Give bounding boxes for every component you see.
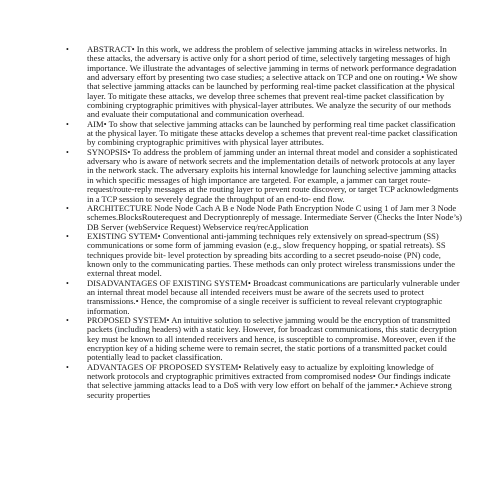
bullet-icon: •: [66, 362, 69, 372]
item-text: AIM• To show that selective jamming attacks can be launched by performing real time packet classification at the physical layer. To mitigate these attacks develop a schemes that prevent real-time packet classification by combining cryptographic primitives with physical layer attributes.: [87, 118, 458, 148]
list-item-advantages: [66, 361, 463, 400]
bullet-icon: •: [66, 231, 69, 241]
bullet-icon: •: [66, 315, 69, 325]
item-text: PROPOSED SYSTEM• An intuitive solution to selective jamming would be the encryption of transmitted packets (including headers) with a static key. However, for broadcast communications, this static decryption key must be known to all intended receivers and hence, is susceptible to compromise. Moreover, even if the encryption key of a hiding scheme were to remain secret, the static portions of a transmitted packet could potentially lead to packet classification.: [87, 314, 457, 363]
bullet-icon: •: [66, 203, 69, 213]
bullet-icon: •: [66, 278, 69, 288]
list-item-abstract: [66, 44, 463, 120]
list-item-architecture: [66, 202, 463, 232]
list-item-synopsis: [66, 146, 463, 204]
item-text: ADVANTAGES OF PROPOSED SYSTEM• Relatively easy to actualize by exploiting knowledge of network protocols and cryptographic primitives extracted from compromised nodes• Our findings indicate that selective jamming attacks lead to a DoS with very low effort on behalf of the jammer.• Achieve strong security properties: [87, 361, 452, 400]
bullet-icon: •: [66, 45, 69, 54]
bullet-list: [66, 44, 463, 400]
bullet-icon: •: [66, 147, 69, 157]
item-text: DISADVANTAGES OF EXISTING SYSTEM• Broadcast communications are particularly vulnerable under an internal threat model because all intended receivers must be aware of the secrets used to protect transmissions.• Hence, the compromise of a single receiver is sufficient to reveal relevant cryptographic information.: [87, 277, 460, 316]
item-text: ARCHITECTURE Node Node Cach A B e Node Node Path Encryption Node C using 1 of Jam mer 3 Node schemes.BlocksRouterequest and Decryptionreply of message. Intermediate Server (Checks the Inter Node’s) DB Server (webService Request) Webservice req/recApplication: [87, 202, 462, 232]
list-item-proposed-system: [66, 314, 463, 363]
list-item-existing-system: [66, 230, 463, 279]
item-text: EXISTING SYTEM• Conventional anti-jamming techniques rely extensively on spread-spectrum (SS) communications or some form of jamming evasion (e.g., slow frequency hopping, or spatial retreats). SS techniques provide bit- level protection by spreading bits according to a secret pseudo-noise (PN) code, known only to the communicating parties. These methods can only protect wireless transmissions under the external threat model.: [87, 230, 455, 279]
item-text: ABSTRACT• In this work, we address the problem of selective jamming attacks in wireless networks. In these attacks, the adversary is active only for a short period of time, selectively targeting messages of high importance. We illustrate the advantages of selective jamming in terms of network performance degradation and adversary effort by presenting two case studies; a selective attack on TCP and one on routing.• We show that selective jamming attacks can be launched by performing real-time packet classification at the physical layer. To mitigate these attacks, we develop three schemes that prevent real-time packet classification by combining cryptographic primitives with physical-layer attributes. We analyze the security of our methods and evaluate their computational and communication overhead.: [87, 44, 458, 120]
list-item-aim: [66, 118, 463, 148]
bullet-icon: •: [66, 119, 69, 129]
item-text: SYNOPSIS• To address the problem of jamming under an internal threat model and consider a sophisticated adversary who is aware of network secrets and the implementation details of network protocols at any layer in the network stack. The adversary exploits his internal knowledge for launching selective jamming attacks in which specific messages of high importance are targeted. For example, a jammer can target route-request/route-reply messages at the routing layer to prevent route discovery, or target TCP acknowledgments in a TCP session to severely degrade the throughput of an end-to- end flow.: [87, 146, 459, 204]
list-item-disadvantages: [66, 277, 463, 316]
